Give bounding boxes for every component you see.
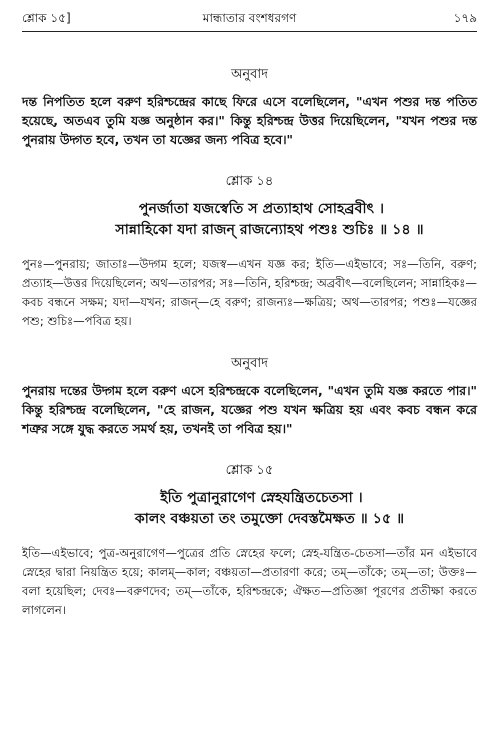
translation-text: দন্ত নিপতিত হলে বরুণ হরিশ্চন্দ্রের কাছে ফিরে এসে বলেছিলেন, "এখন পশুর দন্ত পতিত হয়েছে, অতএব তুমি যজ্ঞ অনুষ্ঠান কর।" কিন্তু হরিশ্চন্দ্র উত্তর দিয়েছিলেন, "যখন পশুর দন্ত পুনরায় উদ্গত হবে, তখন তা যজ্ঞের জন্য পবিত্র হবে।" — [22, 94, 477, 147]
page-body — [22, 66, 477, 620]
verse-line: পুনর্জাতা যজস্বেতি স প্রত্যাহাথ সোহব্রবীৎ । — [138, 201, 385, 217]
translation-heading: অনুবাদ — [231, 356, 268, 371]
header-verse-ref: শ্লোক ১৫] — [22, 11, 71, 25]
translation-text: পুনরায় দন্তের উদ্গম হলে বরুণ এসে হরিশ্চন্দ্রকে বলেছিলেন, "এখন তুমি যজ্ঞ করতে পার।" কিন্তু হরিশ্চন্দ্র বলেছিলেন, "হে রাজন, যজ্ঞের পশু যখন ক্ষত্রিয় হয় এবং কবচ বন্ধন করে শত্রুর সঙ্গে যুদ্ধ করতে সমর্থ হয়, তখনই তা পবিত্র হয়।" — [22, 383, 477, 436]
page-number: ১৭৯ — [453, 11, 477, 25]
verse-line: ইতি পুত্রানুরাগেণ স্নেহযন্ত্রিতচেতসা । — [160, 490, 363, 506]
verse-heading: শ্লোক ১৫ — [225, 463, 274, 478]
synonyms-text: ইতি—এইভাবে; পুত্র-অনুরাগেণ—পুত্রের প্রতি স্নেহের ফলে; স্নেহ-যন্ত্রিত-চেতসা—তাঁর মন এইভাবে স্নেহের দ্বারা নিয়ন্ত্রিত হয়ে; কালম্—কাল; বঞ্চয়তা—প্রতারণা করে; তম্—তাঁকে; তম্—তা; উক্তঃ—বলা হয়েছিল; দেবঃ—বরুণদেব; তম্—তাঁকে, হরিশ্চন্দ্রকে; ঐক্ষত—প্রতিজ্ঞা পূরণের প্রতীক্ষা করতে লাগলেন। — [22, 546, 477, 617]
verse-line: কালং বঞ্চয়তা তং তমুক্তো দেবস্তমৈক্ষত ॥ ১৫ ॥ — [134, 511, 405, 527]
synonyms-text: পুনঃ—পুনরায়; জাতাঃ—উদ্গম হলে; যজস্ব—এখন যজ্ঞ কর; ইতি—এইভাবে; সঃ—তিনি, বরুণ; প্রত্যাহ—উত্তর দিয়েছিলেন; অথ—তারপর; সঃ—তিনি, হরিশ্চন্দ্র; অব্রবীৎ—বলেছিলেন; সান্নাহিকঃ—কবচ বন্ধনে সক্ষম; যদা—যখন; রাজন্—হে বরুণ; রাজন্যঃ—ক্ষত্রিয়; অথ—তারপর; পশুঃ—যজ্ঞের পশু; শুচিঃ—পবিত্র হয়। — [22, 257, 477, 328]
running-header — [22, 10, 477, 28]
verse-line: সান্নাহিকো যদা রাজন্ রাজন্যোহথ পশুঃ শুচিঃ ॥ ১৪ ॥ — [115, 222, 424, 238]
translation-heading: অনুবাদ — [231, 67, 268, 82]
header-chapter-title: মান্ধাতার বংশধরগণ — [202, 11, 297, 25]
verse-heading: শ্লোক ১৪ — [225, 174, 274, 189]
header-rule — [22, 31, 477, 32]
